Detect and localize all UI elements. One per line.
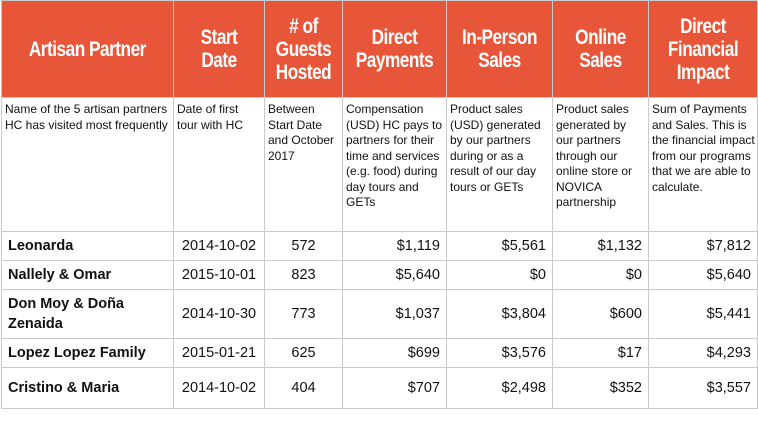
table-row bbox=[2, 290, 758, 339]
description-artisan-partner: Name of the 5 artisan partners HC has visited most frequently bbox=[2, 98, 174, 232]
start-date: 2015-01-21 bbox=[174, 339, 265, 368]
header-artisan-partner: Artisan Partner bbox=[2, 1, 174, 98]
direct-financial-impact: $4,293 bbox=[649, 339, 758, 368]
guests-hosted: 404 bbox=[265, 368, 343, 409]
online-sales: $17 bbox=[553, 339, 649, 368]
online-sales: $600 bbox=[553, 290, 649, 339]
table-row bbox=[2, 261, 758, 290]
in-person-sales: $5,561 bbox=[447, 232, 553, 261]
guests-hosted: 572 bbox=[265, 232, 343, 261]
partner-name: Cristino & Maria bbox=[2, 368, 174, 409]
partner-name: Nallely & Omar bbox=[2, 261, 174, 290]
header-direct-payments: Direct Payments bbox=[343, 1, 447, 98]
direct-financial-impact: $3,557 bbox=[649, 368, 758, 409]
in-person-sales: $3,576 bbox=[447, 339, 553, 368]
partner-name: Leonarda bbox=[2, 232, 174, 261]
description-online-sales: Product sales generated by our partners through our online store or NOVICA partnership bbox=[553, 98, 649, 232]
partner-name: Don Moy & Doña Zenaida bbox=[2, 290, 174, 339]
description-direct-payments: Compensation (USD) HC pays to partners for their time and services (e.g. food) during day tours and GETs bbox=[343, 98, 447, 232]
guests-hosted: 823 bbox=[265, 261, 343, 290]
description-start-date: Date of first tour with HC bbox=[174, 98, 265, 232]
in-person-sales: $2,498 bbox=[447, 368, 553, 409]
start-date: 2014-10-02 bbox=[174, 368, 265, 409]
direct-financial-impact: $5,441 bbox=[649, 290, 758, 339]
online-sales: $352 bbox=[553, 368, 649, 409]
guests-hosted: 625 bbox=[265, 339, 343, 368]
start-date: 2014-10-02 bbox=[174, 232, 265, 261]
direct-payments: $1,119 bbox=[343, 232, 447, 261]
in-person-sales: $3,804 bbox=[447, 290, 553, 339]
in-person-sales: $0 bbox=[447, 261, 553, 290]
direct-financial-impact: $5,640 bbox=[649, 261, 758, 290]
header-row bbox=[2, 1, 758, 98]
table-row bbox=[2, 232, 758, 261]
direct-payments: $5,640 bbox=[343, 261, 447, 290]
table-row bbox=[2, 368, 758, 409]
header-start-date: Start Date bbox=[174, 1, 265, 98]
table-row bbox=[2, 339, 758, 368]
description-in-person-sales: Product sales (USD) generated by our partners during or as a result of our day tours or GETs bbox=[447, 98, 553, 232]
direct-financial-impact: $7,812 bbox=[649, 232, 758, 261]
direct-payments: $707 bbox=[343, 368, 447, 409]
online-sales: $0 bbox=[553, 261, 649, 290]
impact-table bbox=[1, 0, 758, 409]
description-guests-hosted: Between Start Date and October 2017 bbox=[265, 98, 343, 232]
online-sales: $1,132 bbox=[553, 232, 649, 261]
partner-name: Lopez Lopez Family bbox=[2, 339, 174, 368]
description-direct-financial-impact: Sum of Payments and Sales. This is the financial impact from our programs that we are able to calculate. bbox=[649, 98, 758, 232]
header-in-person-sales: In-Person Sales bbox=[447, 1, 553, 98]
guests-hosted: 773 bbox=[265, 290, 343, 339]
description-row bbox=[2, 98, 758, 232]
start-date: 2015-10-01 bbox=[174, 261, 265, 290]
direct-payments: $699 bbox=[343, 339, 447, 368]
header-guests-hosted: # of Guests Hosted bbox=[265, 1, 343, 98]
header-online-sales: Online Sales bbox=[553, 1, 649, 98]
direct-payments: $1,037 bbox=[343, 290, 447, 339]
header-direct-financial-impact: Direct Financial Impact bbox=[649, 1, 758, 98]
start-date: 2014-10-30 bbox=[174, 290, 265, 339]
